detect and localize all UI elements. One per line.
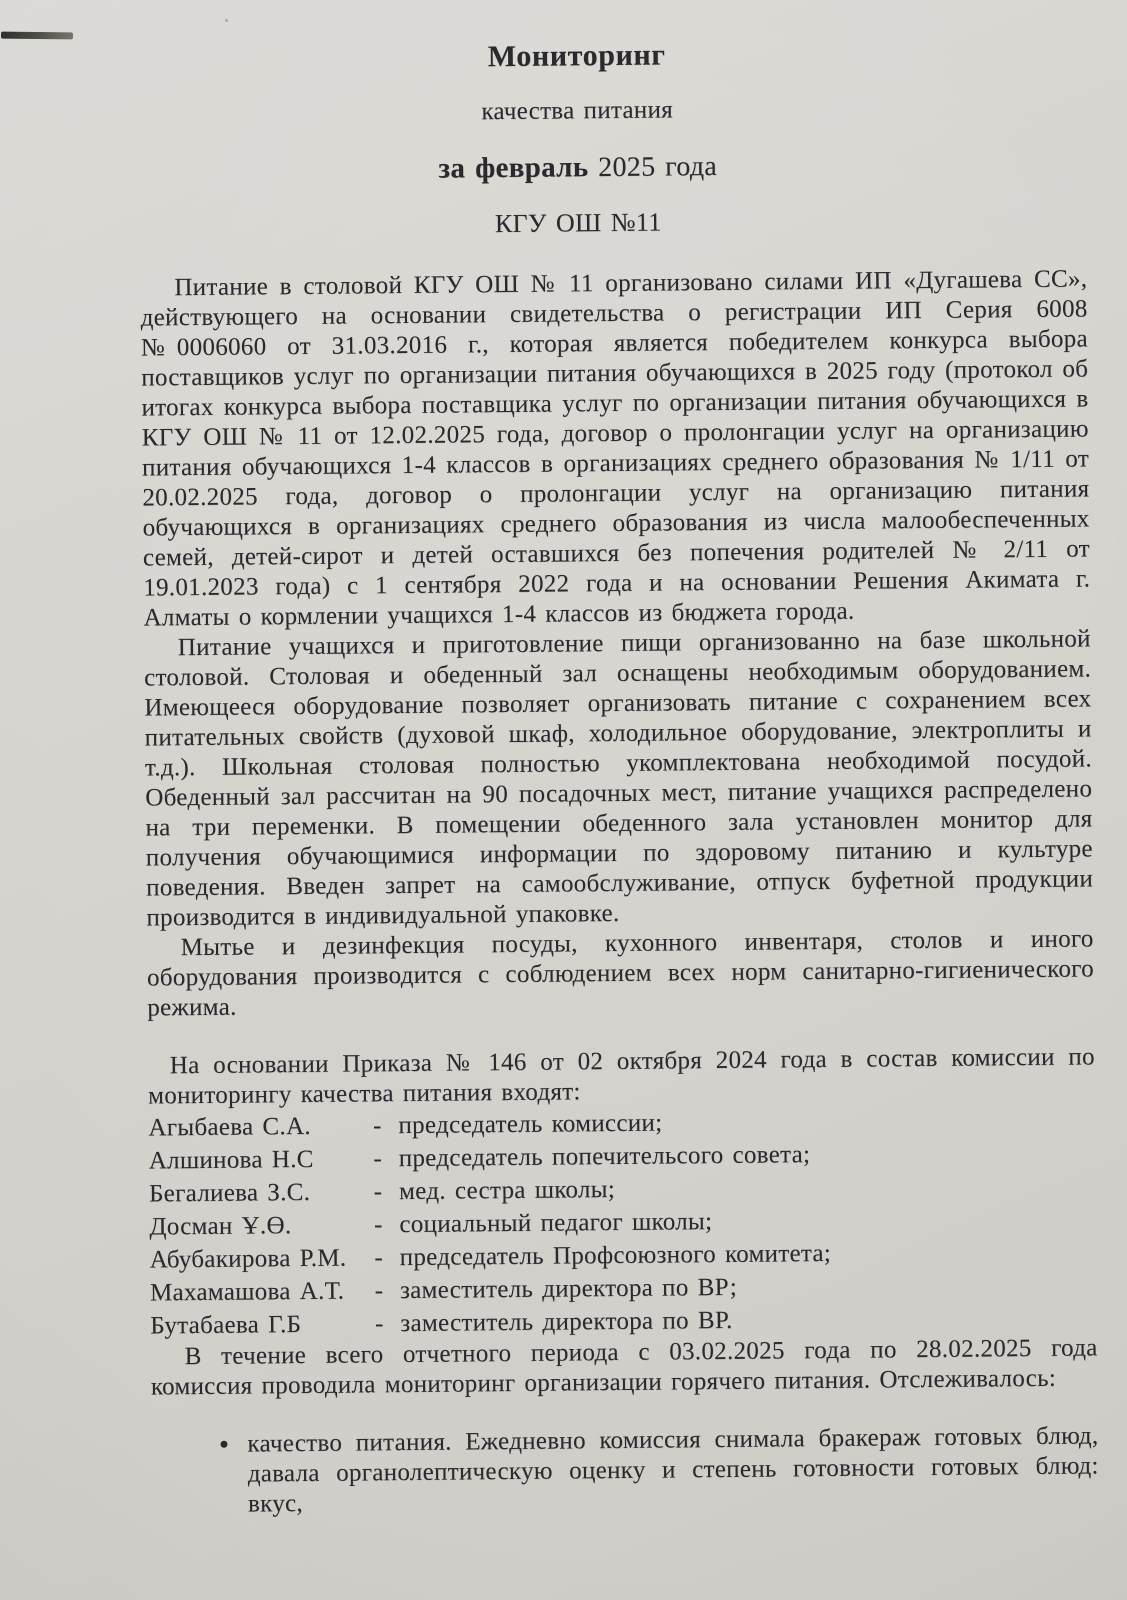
member-role: заместитель директора по ВР. — [400, 1306, 733, 1338]
commission-member-list — [148, 1102, 1097, 1342]
paragraph-monitoring-period: В течение всего отчетного периода с 03.02.2025 года по 28.02.2025 года комиссия проводила мониторинг организации горячего питания. Отслеживалось: — [150, 1334, 1098, 1401]
bullet-item-text: качество питания. Ежедневно комиссия снимала бракераж готовых блюд, давала органолептическую оценку и степень готовности готовых блюд: вкус, — [247, 1422, 1099, 1518]
document-body — [138, 33, 1099, 1520]
member-dash: - — [374, 1244, 384, 1272]
paragraph-sanitary-info: Мытье и дезинфекция посуды, кухонного инвентаря, столов и иного оборудования производится с соблюдением всех норм санитарно-гигиенического режима. — [146, 925, 1095, 1022]
doc-period-year: 2025 года — [598, 150, 718, 184]
doc-subtitle: качества питания — [481, 96, 674, 126]
member-name: Алшинова Н.С — [148, 1145, 314, 1175]
member-name: Агыбаева С.А. — [148, 1112, 312, 1142]
member-role: председатель попечительсого совета; — [398, 1141, 811, 1173]
doc-period-line — [139, 146, 1016, 189]
member-role: заместитель директора по ВР; — [399, 1273, 738, 1305]
member-name: Абубакирова Р.М. — [149, 1244, 347, 1274]
member-role: социальный педагог школы; — [399, 1208, 713, 1239]
member-role: председатель Профсоюзного комитета; — [399, 1239, 832, 1272]
member-name: Досман Ұ.Ө. — [149, 1212, 292, 1241]
bullet-item-food-quality — [241, 1421, 1099, 1519]
member-role: мед. сестра школы; — [398, 1176, 616, 1206]
doc-period-month: за февраль — [438, 151, 589, 185]
member-dash: - — [373, 1178, 383, 1206]
member-dash: - — [372, 1112, 382, 1140]
member-dash: - — [374, 1310, 384, 1338]
paragraph-canteen-info: Питание учащихся и приготовление пищи организованно на базе школьной столовой. Столовая и обеденный зал оснащены необходимым оборудованием. Имеющееся оборудование позволяет организовать питание с сохранением всех питательных свойств (духовой шкаф, холодильное оборудование, электроплиты и т.д.). Школьная столовая полностью укомплектована необходимой посудой. Обеденный зал рассчитан на 90 посадочных мест, питание учащихся распределено на три переменки. В помещении обеденного зала установлен монитор для получения обучающимися информации по здоровому питанию и культуре поведения. Введен запрет на самообслуживание, отпуск буфетной продукции производится в индивидуальной упаковке. — [143, 625, 1094, 932]
member-name: Бутабаева Г.Б — [150, 1311, 302, 1340]
paragraph-commission-intro: На основании Приказа № 146 от 02 октября 2024 года в состав комиссии по мониторингу качества питания входят: — [148, 1043, 1095, 1110]
member-name: Махамашова А.Т. — [149, 1277, 345, 1307]
paragraph-provider-info: Питание в столовой КГУ ОШ № 11 организовано силами ИП «Дугашева СС», действующего на основании свидетельства о регистрации ИП Серия 6008 №0006060 от 31.03.2016 г., которая является победителем конкурса выбора поставщиков услуг по организации питания обучающихся в 2025 году (протокол об итогах конкурса выбора поставщика услуг по организации питания обучающихся в КГУ ОШ № 11 от 12.02.2025 года, договор о пролонгации услуг на организацию питания обучающихся 1-4 классов в организациях среднего образования № 1/11 от 20.02.2025 года, договор о пролонгации услуг на организацию питания обучающихся в организациях среднего образования из числа малообеспеченных семей, детей-сирот и детей оставшихся без попечения родителей № 2/11 от 19.01.2023 года) с 1 сентября 2022 года и на основании Решения Акимата г. Алматы о кормлении учащихся 1-4 классов из бюджета города. — [140, 265, 1091, 632]
scan-artifact-mark — [1, 32, 73, 40]
member-name: Бегалиева З.С. — [148, 1178, 311, 1208]
doc-title: Мониторинг — [487, 38, 666, 74]
member-dash: - — [373, 1145, 383, 1173]
member-dash: - — [373, 1211, 383, 1239]
scan-dust-speck — [225, 19, 228, 22]
member-dash: - — [374, 1277, 384, 1305]
monitoring-bullet-list — [151, 1421, 1099, 1520]
doc-school-name: КГУ ОШ №11 — [494, 207, 662, 239]
document-header — [138, 33, 1087, 243]
member-role: председатель комиссии; — [398, 1109, 663, 1140]
